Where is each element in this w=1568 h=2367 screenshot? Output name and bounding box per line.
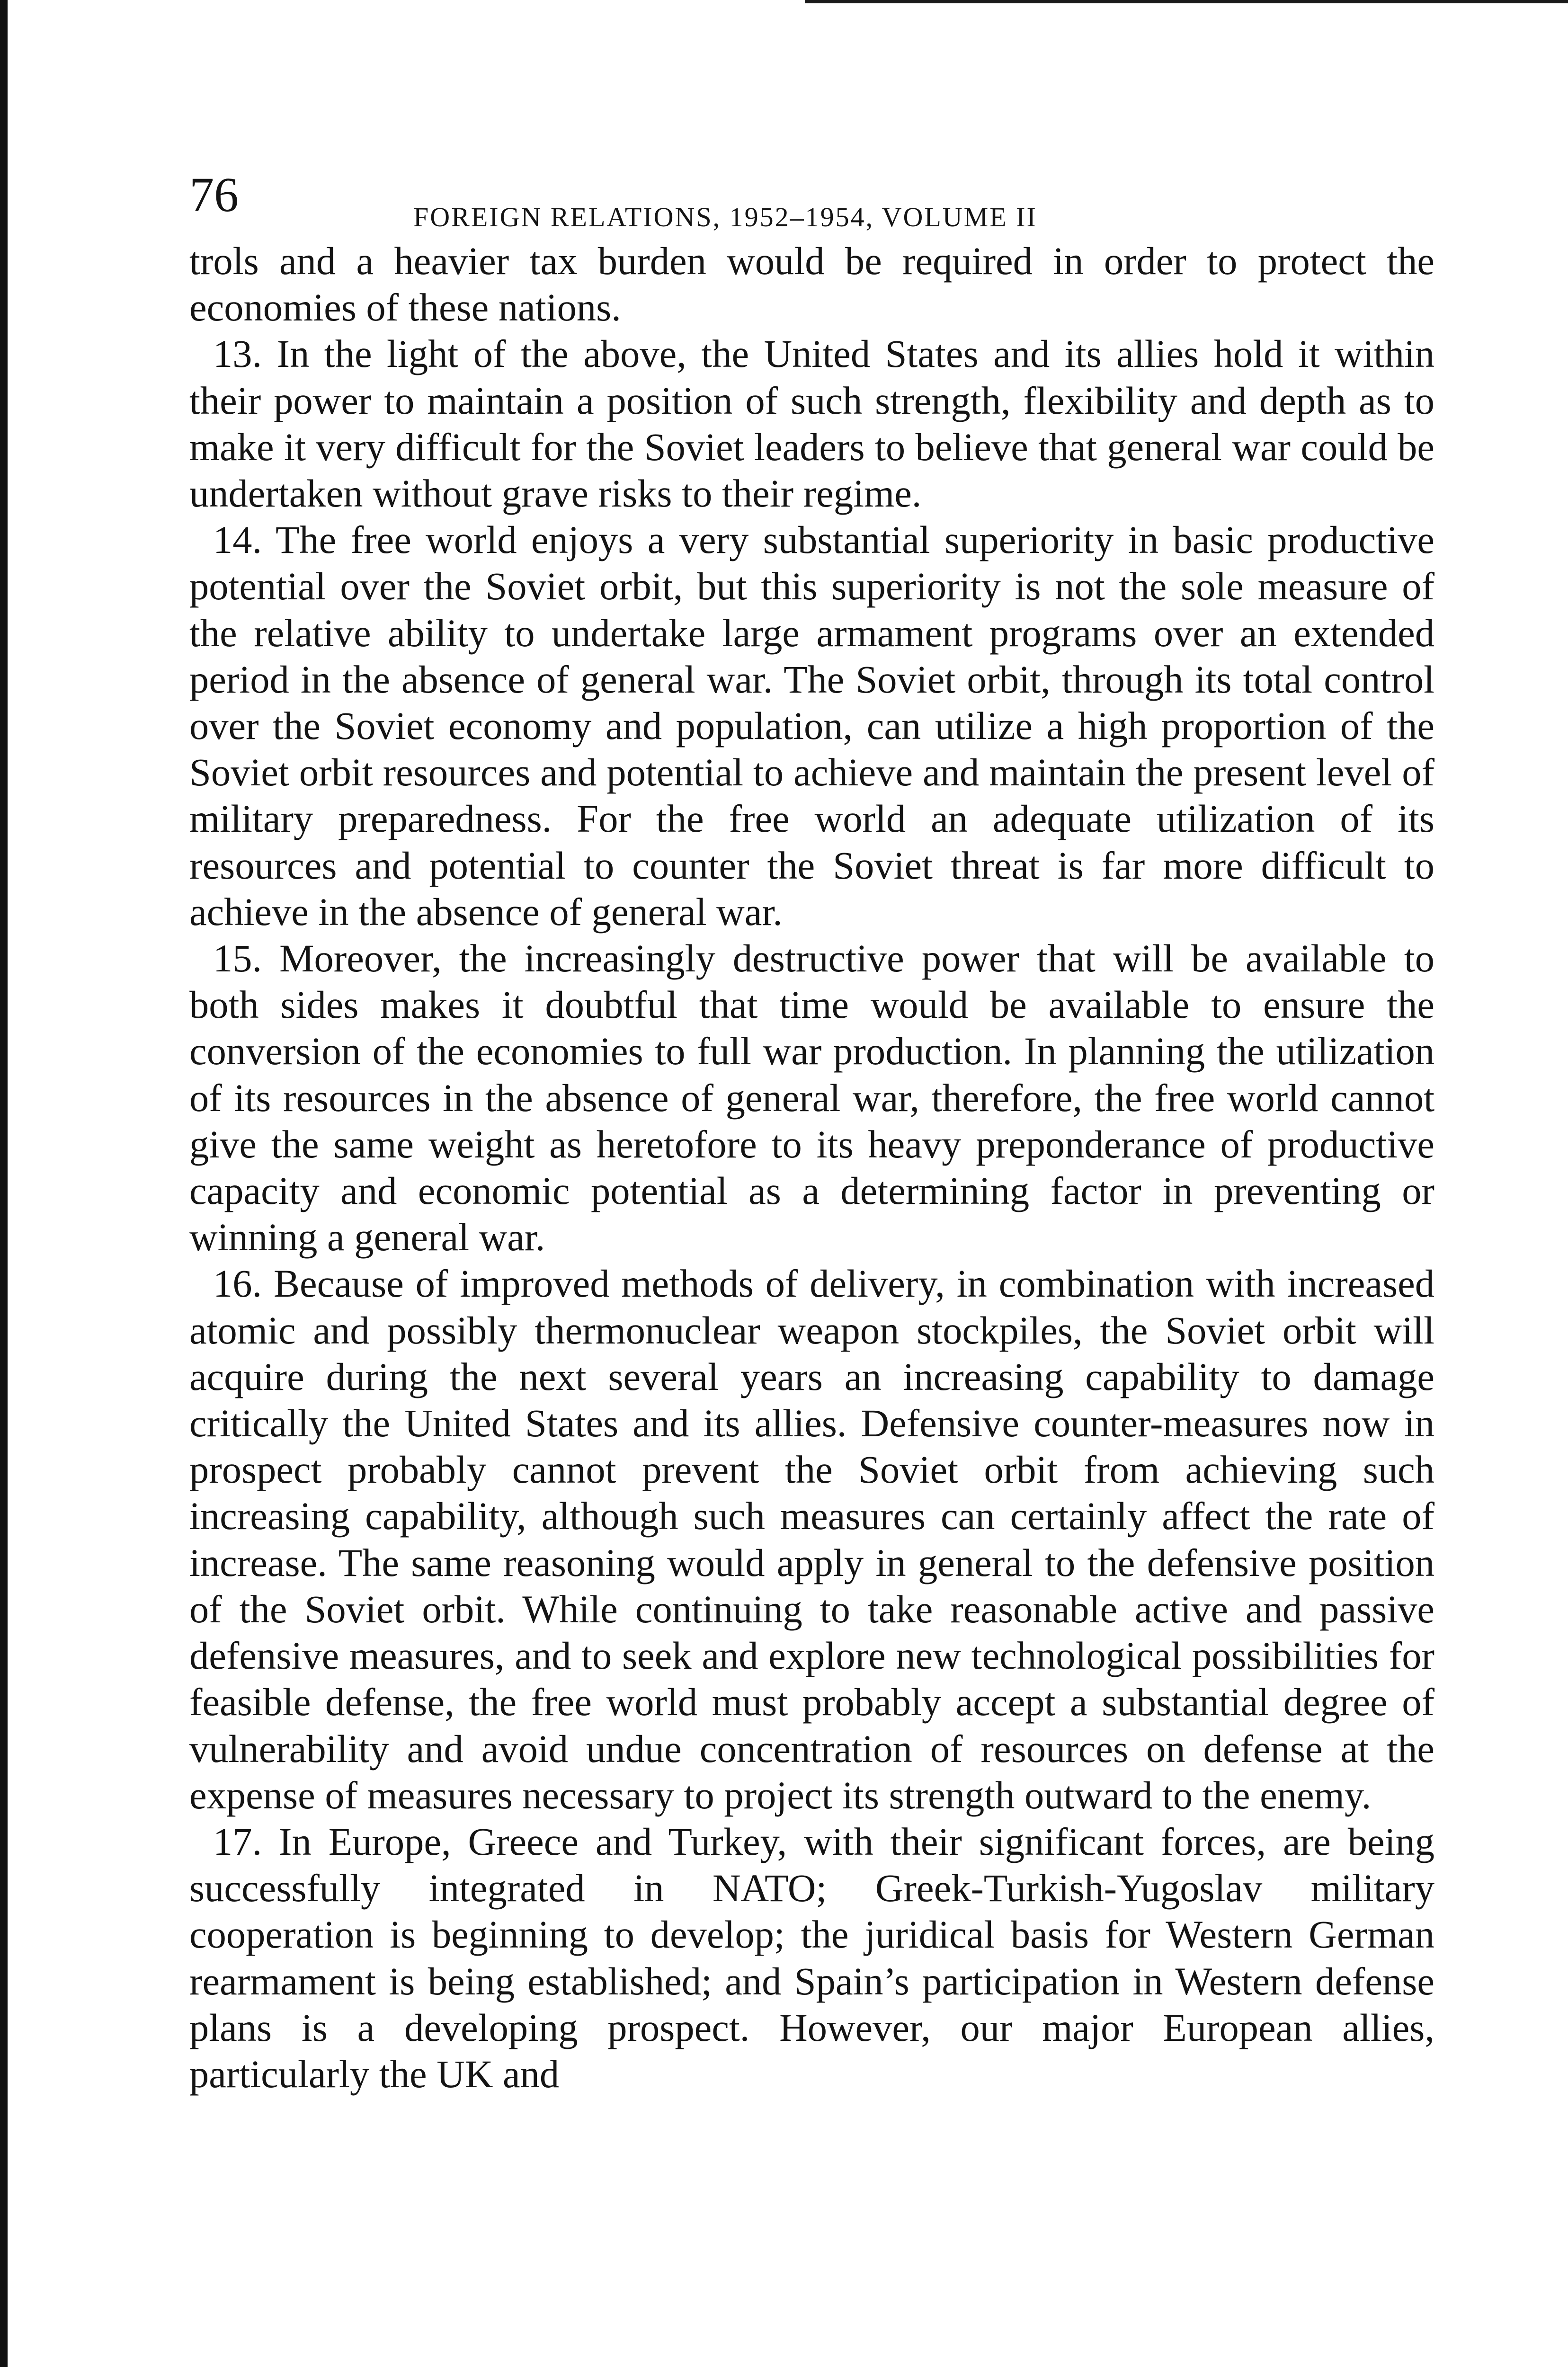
page-header — [189, 161, 1434, 232]
paragraph-13: 13. In the light of the above, the United States and its allies hold it within their power to maintain a position of such strength, flexibility and depth as to make it very difficult for the Soviet leaders to believe that general war could be undertaken without grave risks to their regime. — [189, 332, 1434, 516]
page-top-edge — [805, 0, 1568, 3]
running-head: FOREIGN RELATIONS, 1952–1954, VOLUME II — [413, 202, 1037, 232]
paragraph-continued: trols and a heavier tax burden would be required in order to protect the economies of these nations. — [189, 239, 1434, 329]
body-text — [189, 238, 1434, 2097]
paragraph-14: 14. The free world enjoys a very substantial superiority in basic productive potential over the Soviet orbit, but this superiority is not the sole measure of the relative ability to undertake large armament programs over an extended period in the absence of general war. The Soviet orbit, through its total control over the Soviet economy and population, can utilize a high proportion of the Soviet orbit resources and potential to achieve and maintain the present level of military preparedness. For the free world an adequate utilization of its resources and potential to counter the Soviet threat is far more difficult to achieve in the absence of general war. — [189, 518, 1434, 934]
paragraph-16: 16. Because of improved methods of delivery, in combination with increased atomic and possibly thermonuclear weapon stockpiles, the Soviet orbit will acquire during the next several years an increasing capability to damage critically the United States and its allies. Defensive counter-measures now in prospect probably cannot prevent the Soviet orbit from achieving such increasing capability, although such measures can certainly affect the rate of increase. The same reasoning would apply in general to the defensive position of the Soviet orbit. While continuing to take reasonable active and passive defensive measures, and to seek and explore new technological possibilities for feasible defense, the free world must probably accept a substantial degree of vulnerability and avoid undue concentration of resources on defense at the expense of measures necessary to project its strength outward to the enemy. — [189, 1262, 1434, 1817]
page-number: 76 — [189, 168, 239, 222]
paragraph-17: 17. In Europe, Greece and Turkey, with their significant forces, are being successfully integrated in NATO; Greek-Turkish-Yugoslav military cooperation is beginning to develop; the juridical basis for Western German rearmament is being established; and Spain’s participation in Western defense plans is a developing prospect. However, our major European allies, particularly the UK and — [189, 1819, 1434, 2096]
scan-left-edge — [0, 0, 8, 2367]
paragraph-15: 15. Moreover, the increasingly destructive power that will be available to both sides makes it doubtful that time would be available to ensure the conversion of the economies to full war production. In planning the utilization of its resources in the absence of general war, therefore, the free world cannot give the same weight as heretofore to its heavy preponderance of productive capacity and economic potential as a determining factor in preventing or winning a general war. — [189, 936, 1434, 1259]
document-page — [189, 161, 1434, 2097]
